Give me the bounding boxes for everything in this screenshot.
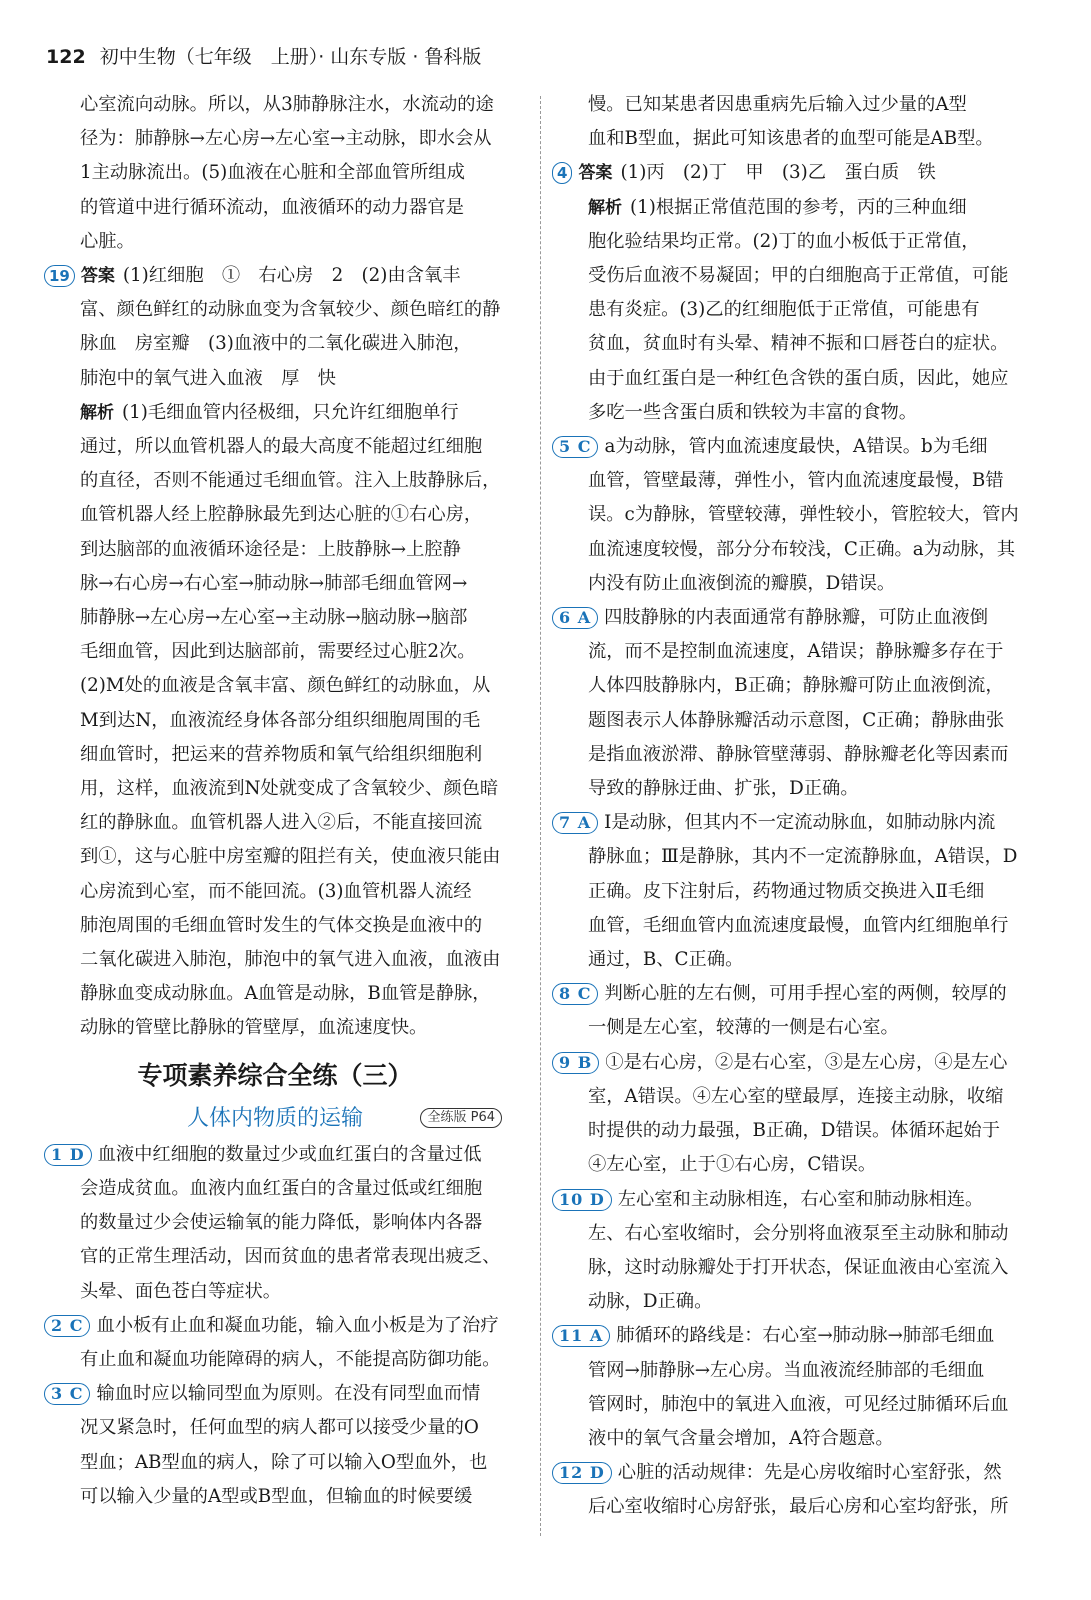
question-7: 7 A Ⅰ是动脉，但其内不一定流动脉血，如肺动脉内流 静脉血；Ⅲ是静脉，其内不一定流静脉血，A错误，D 正确。皮下注射后，药物通过物质交换进入Ⅱ毛细 血管，毛细血管内血流速度最慢，血管内红细胞单行 通过，B、C正确。 [552, 806, 1040, 977]
answer-label: 答案 [80, 266, 115, 287]
page-reference-tag: 全练版 P64 [420, 1108, 502, 1128]
question-2: 2 C 血小板有止血和凝血功能，输入血小板是为了治疗 有止血和凝血功能障碍的病人，不能提高防御功能。 [44, 1309, 506, 1377]
question-label: 8 C [552, 983, 598, 1005]
left-column [44, 88, 506, 1514]
question-label: 9 B [552, 1052, 599, 1074]
analysis-label: 解析 [80, 402, 114, 423]
question-8: 8 C 判断心脏的左右侧，可用手捏心室的两侧，较厚的 一侧是左心室，较薄的一侧是右心室。 [552, 977, 1040, 1045]
question-label: 12 D [552, 1462, 612, 1484]
question-5: 5 C a为动脉，管内血流速度最快，A错误。b为毛细 血管，管壁最薄，弹性小，管内血流速度最慢，B错 误。c为静脉，管壁较薄，弹性较小，管腔较大，管内 血流速度较慢，部分分布较浅，C正确。a为动脉，其 内没有防止血液倒流的瓣膜，D错误。 [552, 430, 1040, 601]
question-number: 19 [44, 265, 75, 287]
question-1: 1 D 血液中红细胞的数量过少或血红蛋白的含量过低 会造成贫血。血液内血红蛋白的含量过低或红细胞 的数量过少会使运输氧的能力降低，影响体内各器 官的正常生理活动，因而贫血的患者常表现出疲乏、 头晕、面色苍白等症状。 [44, 1138, 506, 1309]
page-header [46, 42, 481, 69]
question-9: 9 B ①是右心房，②是右心室，③是左心房，④是左心 室，A错误。④左心室的壁最厚，连接主动脉，收缩 时提供的动力最强，B正确，D错误。体循环起始于 ④左心室，止于①右心房，C错误。 [552, 1046, 1040, 1183]
question-label: 10 D [552, 1189, 612, 1211]
question-label: 2 C [44, 1315, 90, 1337]
page-number: 122 [46, 46, 86, 68]
question-label: 5 C [552, 436, 598, 458]
section-subtitle: 人体内物质的运输 全练版 P64 [44, 1100, 506, 1138]
question-label: 3 C [44, 1383, 90, 1405]
question-3: 3 C 输血时应以输同型血为原则。在没有同型血而情 况又紧急时，任何血型的病人都可以接受少量的O 型血；AB型血的病人，除了可以输入O型血外，也 可以输入少量的A型或B型血，但输血的时候要缓 [44, 1377, 506, 1514]
q18-continuation: 心室流向动脉。所以，从3肺静脉注水，水流动的途 径为：肺静脉→左心房→左心室→主动脉，即水会从 1主动脉流出。(5)血液在心脏和全部血管所组成 的管道中进行循环流动，血液循环的动力器官是 心脏。 [80, 94, 494, 252]
question-label: 6 A [552, 607, 598, 629]
question-6: 6 A 四肢静脉的内表面通常有静脉瓣，可防止血液倒 流，而不是控制血流速度，A错误；静脉瓣多存在于 人体四肢静脉内，B正确；静脉瓣可防止血液倒流， 题图表示人体静脉瓣活动示意图，C正确；静脉曲张 是指血液淤滞、静脉管壁薄弱、静脉瓣老化等因素而 导致的静脉迂曲、扩张，D正确。 [552, 601, 1040, 806]
q3-continuation: 慢。已知某患者因患重病先后输入过少量的A型 血和B型血，据此可知该患者的血型可能是AB型。 [588, 94, 994, 150]
analysis-label: 解析 [588, 197, 622, 218]
question-10: 10 D 左心室和主动脉相连，右心室和肺动脉相连。 左、右心室收缩时，会分别将血液泵至主动脉和肺动 脉，这时动脉瓣处于打开状态，保证血液由心室流入 动脉，D正确。 [552, 1183, 1040, 1320]
question-12: 12 D 心脏的活动规律：先是心房收缩时心室舒张，然 后心室收缩时心房舒张，最后心房和心室均舒张，所 [552, 1456, 1040, 1524]
right-column [552, 88, 1040, 1525]
question-label: 7 A [552, 812, 598, 834]
question-19: 19 答案 (1)红细胞 ① 右心房 2 (2)由含氧丰 富、颜色鲜红的动脉血变为含氧较少、颜色暗红的静 脉血 房室瓣 (3)血液中的二氧化碳进入肺泡， 肺泡中的氧气进入血液 厚 快 解析 (1)毛细血管内径极细，只允许红细胞单行 通过，所以血管机器人的最大高度不能超过红细胞 的直径，否则不能通过毛细血管。注入上肢静脉后， 血管机器人经上腔静脉最先到达心脏的①右心房， 到达脑部的血液循环途径是：上肢静脉→上腔静 脉→右心房→右心室→肺动脉→肺部毛细血管网→ 肺静脉→左心房→左心室→主动脉→脑动脉→脑部 毛细血管，因此到达脑部前，需要经过心脏2次。 (2)M处的血液是含氧丰富、颜色鲜红的动脉血，从 M到达N，血液流经身体各部分组织细胞周围的毛 细血管时，把运来的营养物质和氧气给组织细胞利 用，这样，血液流到N处就变成了含氧较少、颜色暗 红的静脉血。血管机器人进入②后，不能直接回流 到①，这与心脏中房室瓣的阻拦有关，使血液只能由 心房流到心室，而不能回流。(3)血管机器人流经 肺泡周围的毛细血管时发生的气体交换是血液中的 二氧化碳进入肺泡，肺泡中的氧气进入血液，血液由 静脉血变成动脉血。A血管是动脉，B血管是静脉， 动脉的管壁比静脉的管壁厚，血流速度快。 [44, 259, 506, 1046]
question-label: 1 D [44, 1144, 92, 1166]
question-4: 4 答案 (1)丙 (2)丁 甲 (3)乙 蛋白质 铁 解析 (1)根据正常值范围的参考，丙的三种血细 胞化验结果均正常。(2)丁的血小板低于正常值， 受伤后血液不易凝固；甲的白细胞高于正常值，可能 患有炎症。(3)乙的红细胞低于正常值，可能患有 贫血，贫血时有头晕、精神不振和口唇苍白的症状。 由于血红蛋白是一种红色含铁的蛋白质，因此，她应 多吃一些含蛋白质和铁较为丰富的食物。 [552, 156, 1040, 430]
column-divider [540, 96, 541, 1536]
question-label: 11 A [552, 1325, 610, 1347]
section-title: 专项素养综合全练（三） [137, 1060, 413, 1090]
answer-label: 答案 [578, 163, 613, 184]
question-11: 11 A 肺循环的路线是：右心室→肺动脉→肺部毛细血 管网→肺静脉→左心房。当血液流经肺部的毛细血 管网时，肺泡中的氧进入血液，可见经过肺循环后血 液中的氧气含量会增加，A符合题意。 [552, 1319, 1040, 1456]
question-number: 4 [552, 162, 572, 184]
book-title: 初中生物（七年级 上册）· 山东专版 · 鲁科版 [99, 46, 482, 68]
